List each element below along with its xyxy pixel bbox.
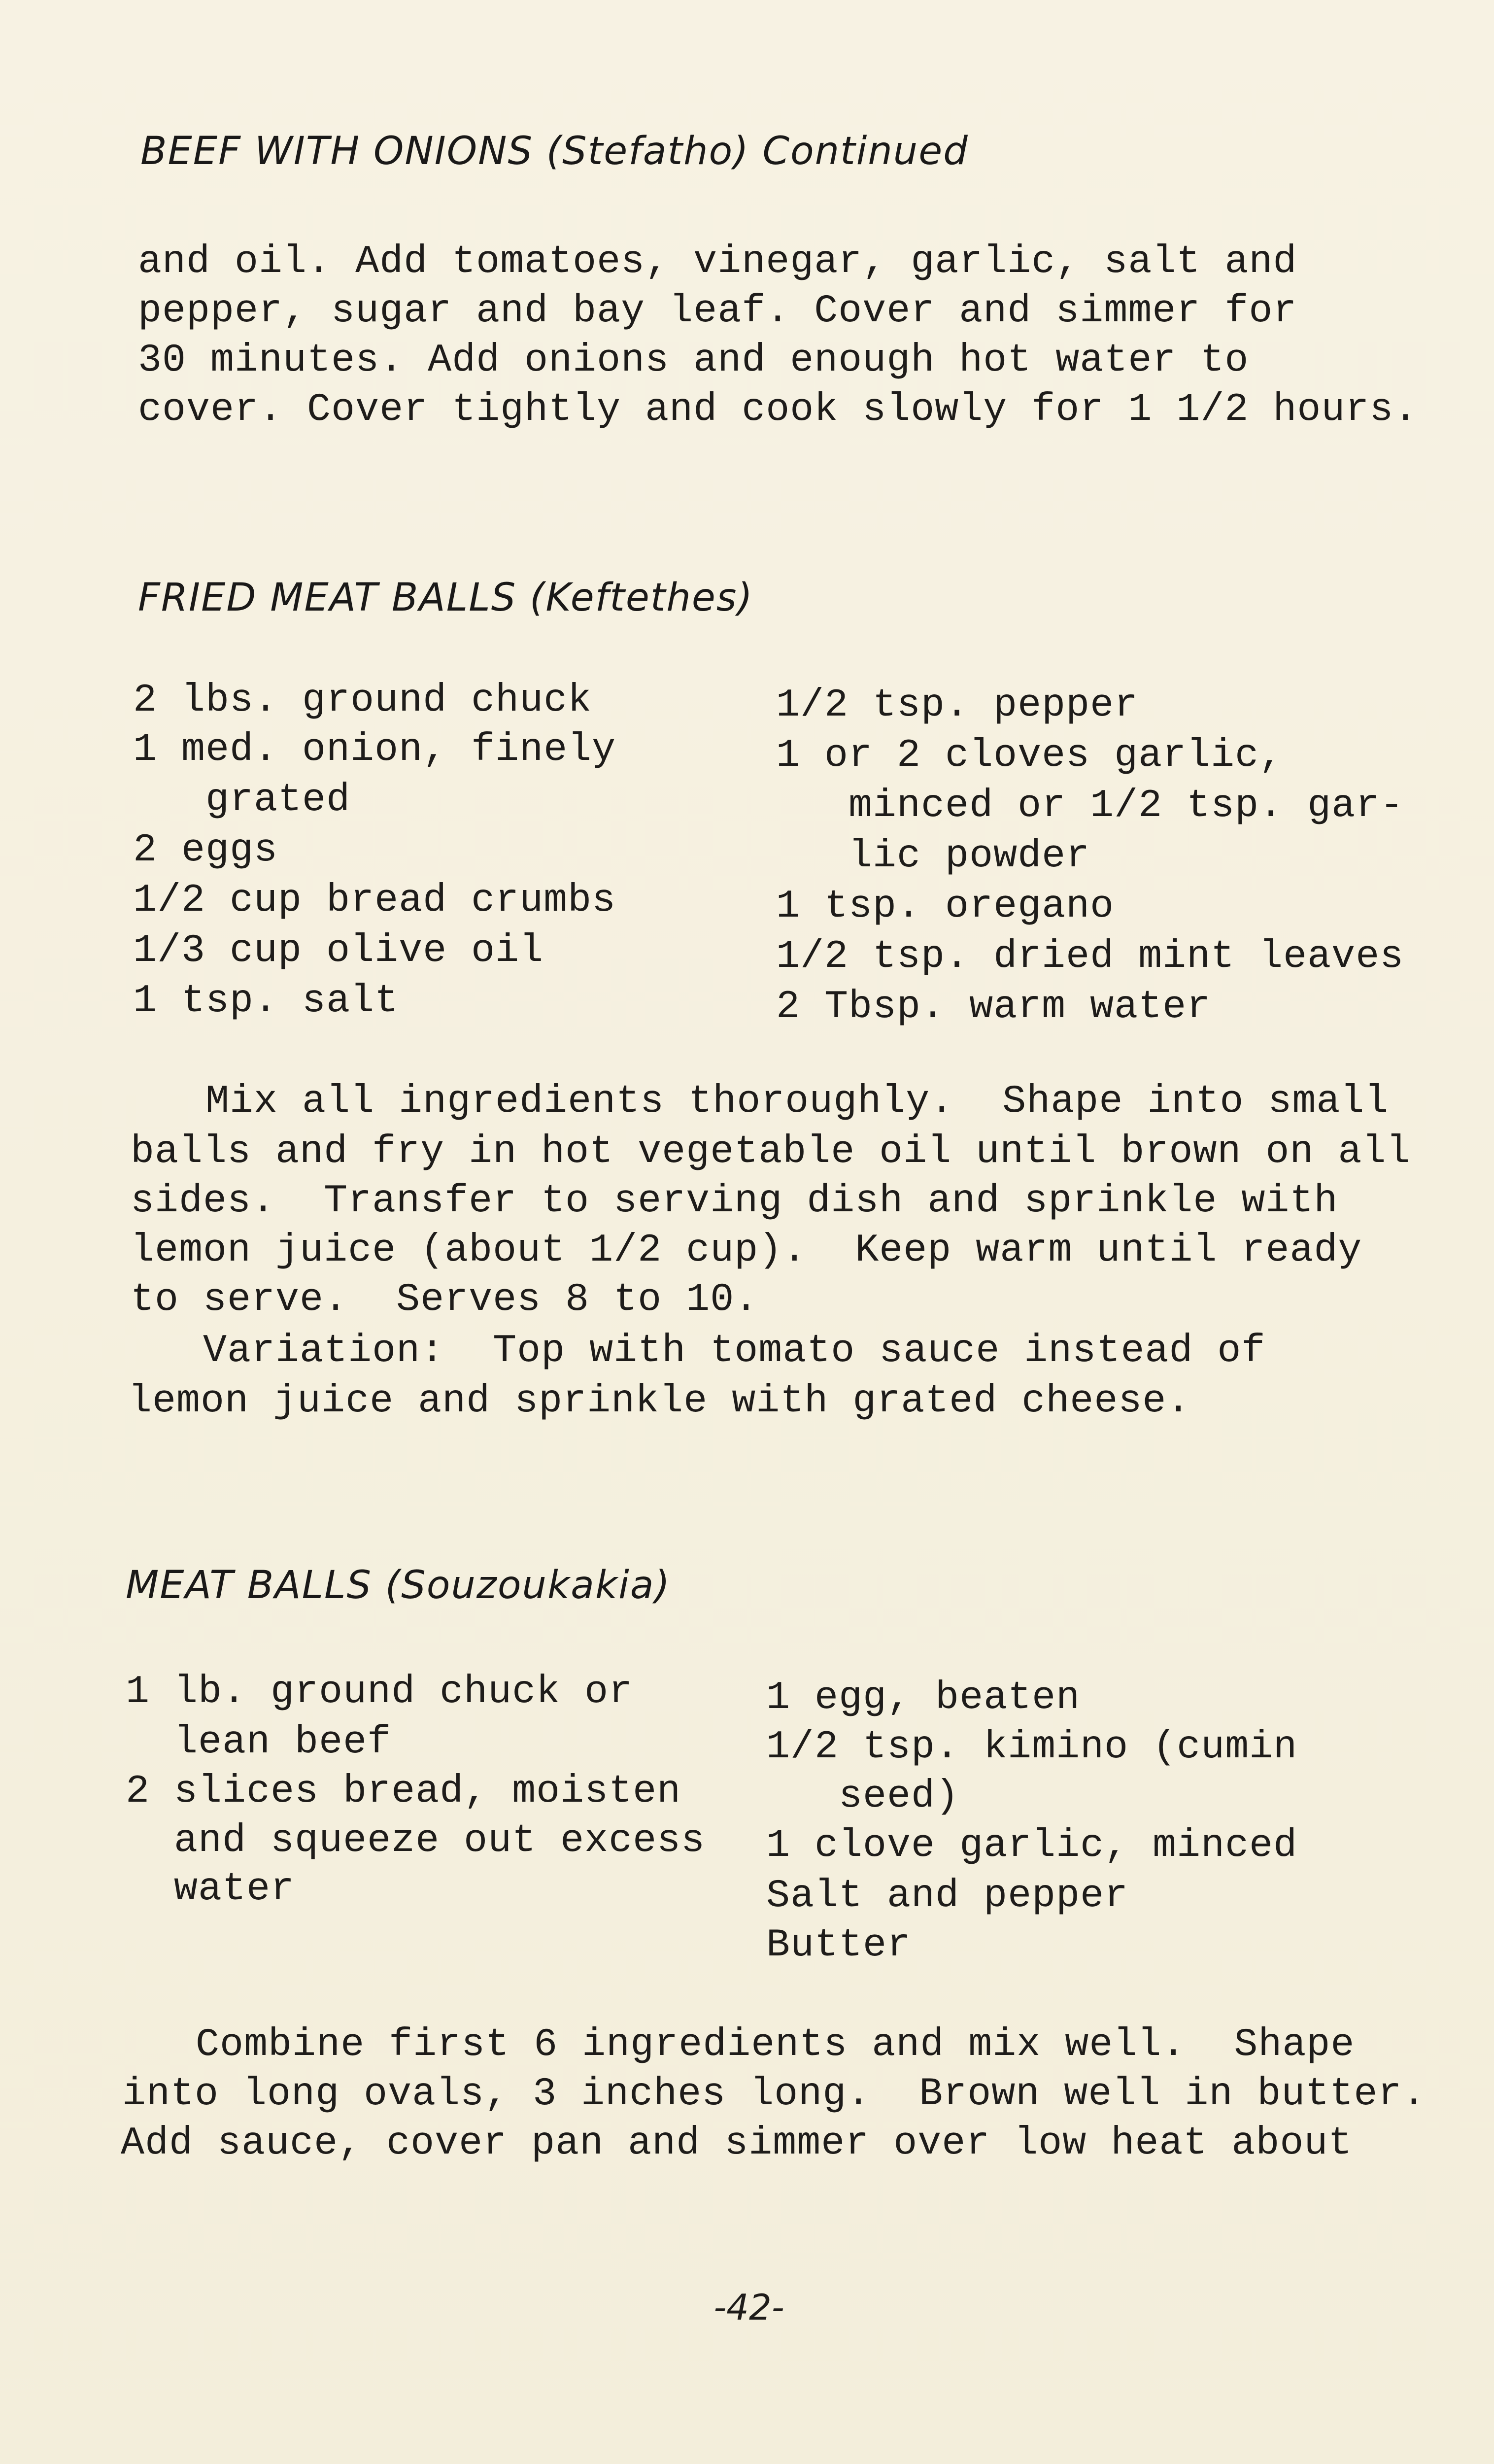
ingredient-right: 1 egg, beaten [766, 1676, 1081, 1720]
ingredient-left: 2 slices bread, moisten [126, 1769, 681, 1814]
ingredient-left: grated [133, 778, 351, 822]
ingredient-right: 1 clove garlic, minced [766, 1823, 1298, 1868]
text-line: 30 minutes. Add onions and enough hot water to [138, 338, 1249, 383]
ingredient-right: minced or 1/2 tsp. gar- [776, 784, 1404, 828]
ingredient-left: 1/3 cup olive oil [133, 928, 544, 973]
text-line: pepper, sugar and bay leaf. Cover and simmer for [138, 289, 1297, 334]
ingredient-right: 1/2 tsp. pepper [776, 683, 1139, 728]
text-line: sides. Transfer to serving dish and sprinkle with [131, 1179, 1338, 1224]
text-line: Combine first 6 ingredients and mix well. Shape [123, 2022, 1355, 2067]
section-heading-fried-meat-balls: FRIED MEAT BALLS (Keftethes) [138, 576, 753, 620]
ingredient-right: 1 tsp. oregano [776, 884, 1115, 929]
ingredient-right: 1/2 tsp. kimino (cumin [766, 1725, 1298, 1770]
text-line: to serve. Serves 8 to 10. [131, 1277, 759, 1322]
page-number: -42- [713, 2287, 784, 2328]
text-line: lemon juice and sprinkle with grated cheese. [128, 1379, 1191, 1424]
ingredient-right: seed) [766, 1774, 960, 1819]
ingredient-right: Butter [766, 1923, 912, 1968]
text-line: into long ovals, 3 inches long. Brown well in butter. [122, 2072, 1426, 2117]
ingredient-left: 1 tsp. salt [133, 979, 399, 1024]
section-heading-beef-with-onions: BEEF WITH ONIONS (Stefatho) Continued [140, 129, 969, 173]
ingredient-left: lean beef [126, 1720, 392, 1765]
ingredient-left: water [126, 1867, 295, 1912]
text-line: and oil. Add tomatoes, vinegar, garlic, salt and [138, 240, 1297, 284]
ingredient-left: 1 med. onion, finely [133, 727, 616, 772]
ingredient-right: 1 or 2 cloves garlic, [776, 733, 1284, 778]
ingredient-left: and squeeze out excess [126, 1818, 706, 1863]
text-line: Variation: Top with tomato sauce instead of [131, 1329, 1266, 1373]
ingredient-left: 2 lbs. ground chuck [133, 678, 592, 723]
text-line: cover. Cover tightly and cook slowly for 1 1/2 hours. [138, 387, 1418, 432]
ingredient-right: 2 Tbsp. warm water [776, 985, 1211, 1029]
text-line: balls and fry in hot vegetable oil until brown on all [131, 1129, 1411, 1174]
text-line: Add sauce, cover pan and simmer over low heat about [121, 2121, 1353, 2166]
text-line: Mix all ingredients thoroughly. Shape into small [133, 1079, 1389, 1124]
ingredient-right: 1/2 tsp. dried mint leaves [776, 934, 1404, 979]
ingredient-left: 1/2 cup bread crumbs [133, 878, 616, 923]
ingredient-right: lic powder [776, 834, 1090, 879]
ingredient-left: 1 lb. ground chuck or [126, 1670, 633, 1714]
section-heading-meat-balls: MEAT BALLS (Souzoukakia) [126, 1563, 671, 1608]
ingredient-right: Salt and pepper [766, 1874, 1129, 1918]
text-line: lemon juice (about 1/2 cup). Keep warm until ready [131, 1228, 1362, 1273]
ingredient-left: 2 eggs [133, 828, 278, 873]
